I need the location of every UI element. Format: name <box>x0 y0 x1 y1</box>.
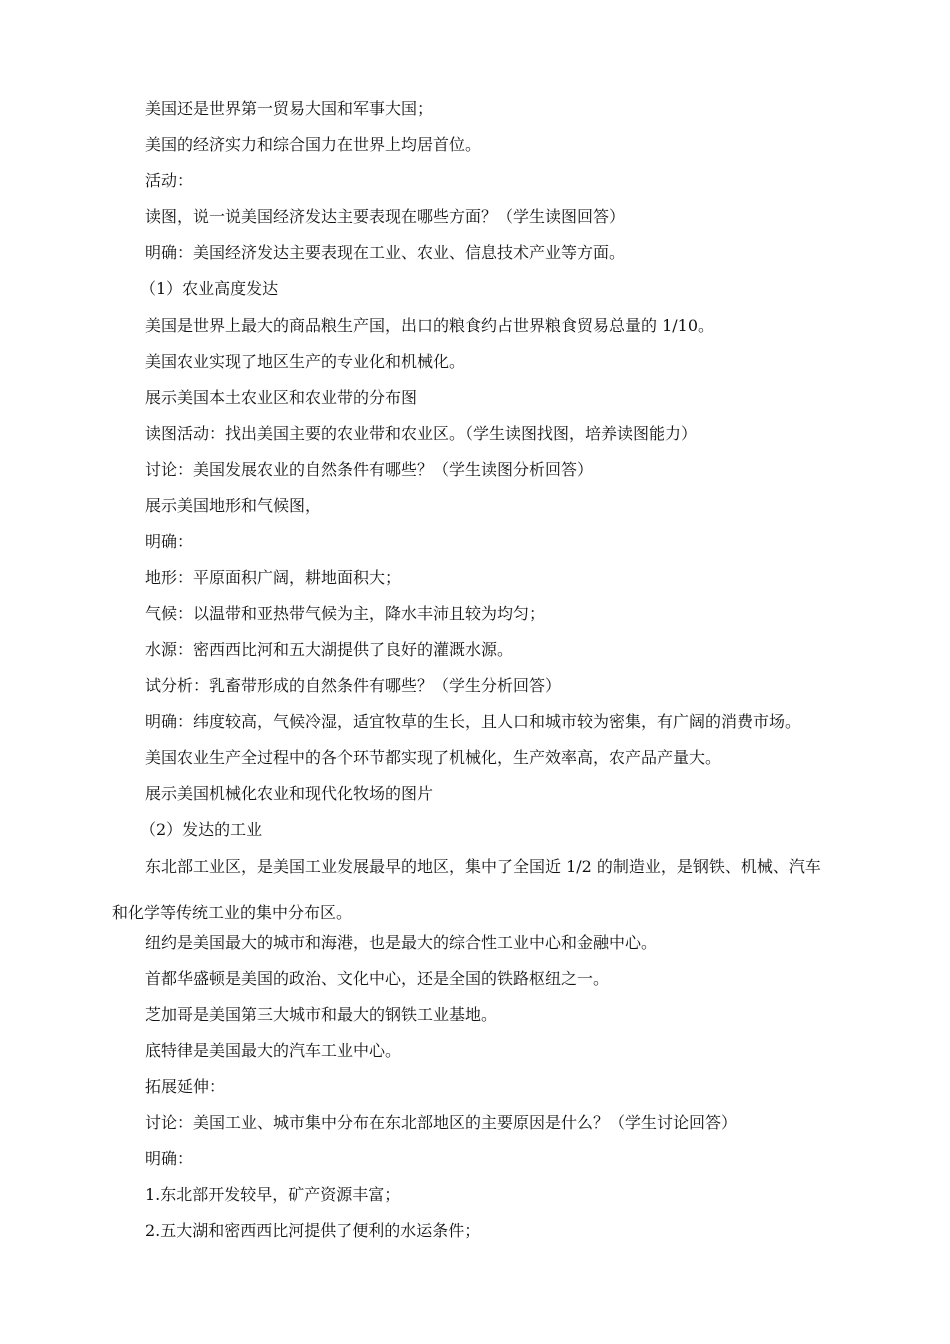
paragraph: 展示美国机械化农业和现代化牧场的图片 <box>145 784 434 803</box>
paragraph: 地形：平原面积广阔，耕地面积大； <box>145 568 402 587</box>
paragraph: 明确：纬度较高，气候冷湿，适宜牧草的生长，且人口和城市较为密集，有广阔的消费市场。 <box>145 712 802 731</box>
paragraph: 明确：美国经济发达主要表现在工业、农业、信息技术产业等方面。 <box>145 243 626 262</box>
section-heading: （2）发达的工业 <box>140 820 263 839</box>
paragraph: 东北部工业区，是美国工业发展最早的地区，集中了全国近 1/2 的制造业，是钢铁、机械、汽车和化学等传统工业的集中分布区。 <box>112 857 821 922</box>
list-item: 2.五大湖和密西西比河提供了便利的水运条件； <box>145 1221 481 1240</box>
paragraph: 底特律是美国最大的汽车工业中心。 <box>145 1041 402 1060</box>
list-item: 1.东北部开发较早，矿产资源丰富； <box>145 1185 401 1204</box>
paragraph: 活动： <box>145 171 194 190</box>
paragraph: 读图活动：找出美国主要的农业带和农业区。（学生读图找图，培养读图能力） <box>145 424 698 443</box>
section-heading: （1）农业高度发达 <box>140 279 279 298</box>
paragraph: 讨论：美国发展农业的自然条件有哪些？（学生读图分析回答） <box>145 460 594 479</box>
paragraph: 水源：密西西比河和五大湖提供了良好的灌溉水源。 <box>145 640 514 659</box>
paragraph: 试分析：乳畜带形成的自然条件有哪些？（学生分析回答） <box>145 676 562 695</box>
paragraph: 纽约是美国最大的城市和海港，也是最大的综合性工业中心和金融中心。 <box>145 933 658 952</box>
paragraph: 气候：以温带和亚热带气候为主，降水丰沛且较为均匀； <box>145 604 546 623</box>
paragraph: 读图，说一说美国经济发达主要表现在哪些方面？（学生读图回答） <box>145 207 626 226</box>
paragraph: 明确： <box>145 1149 194 1168</box>
paragraph: 拓展延伸： <box>145 1077 226 1096</box>
paragraph: 展示美国本土农业区和农业带的分布图 <box>145 388 418 407</box>
paragraph: 首都华盛顿是美国的政治、文化中心，还是全国的铁路枢纽之一。 <box>145 969 610 988</box>
paragraph: 芝加哥是美国第三大城市和最大的钢铁工业基地。 <box>145 1005 498 1024</box>
paragraph: 美国农业实现了地区生产的专业化和机械化。 <box>145 352 466 371</box>
paragraph: 美国的经济实力和综合国力在世界上均居首位。 <box>145 135 482 154</box>
paragraph: 美国还是世界第一贸易大国和军事大国； <box>145 99 434 118</box>
paragraph: 讨论：美国工业、城市集中分布在东北部地区的主要原因是什么？（学生讨论回答） <box>145 1113 738 1132</box>
paragraph: 明确： <box>145 532 194 551</box>
paragraph: 展示美国地形和气候图， <box>145 496 322 515</box>
paragraph: 美国是世界上最大的商品粮生产国，出口的粮食约占世界粮食贸易总量的 1/10。 <box>145 316 715 335</box>
paragraph: 美国农业生产全过程中的各个环节都实现了机械化，生产效率高，农产品产量大。 <box>145 748 722 767</box>
